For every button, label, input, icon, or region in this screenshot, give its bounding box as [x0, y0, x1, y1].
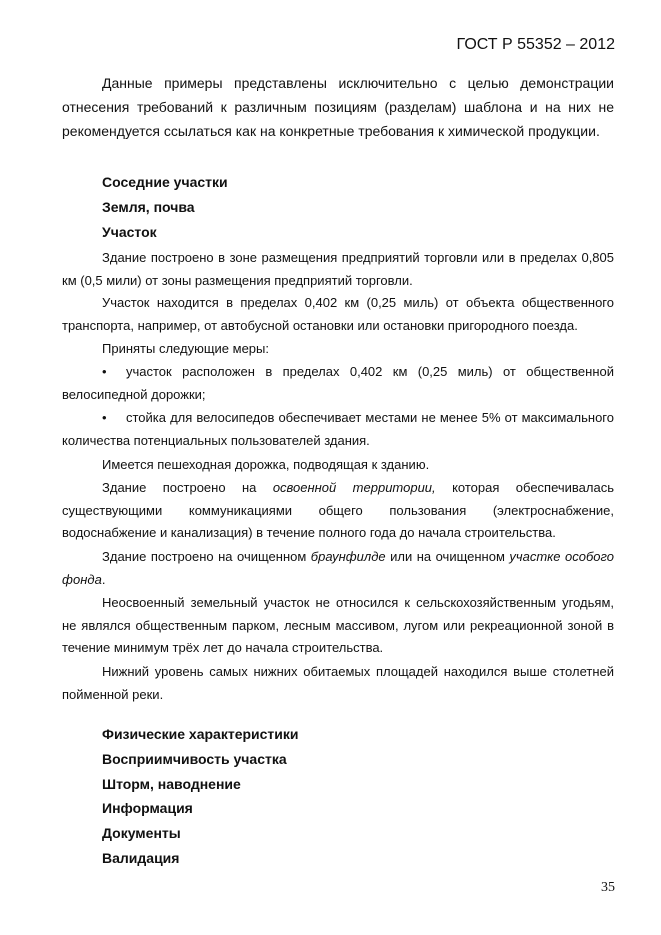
- heading-documents: Документы: [102, 825, 181, 841]
- paragraph-walkway: Имеется пешеходная дорожка, подводящая к зданию.: [102, 457, 430, 472]
- bullet-item: [62, 361, 614, 406]
- document-code: ГОСТ Р 55352 – 2012: [456, 36, 615, 53]
- intro-paragraph: Данные примеры представлены исключительно с целью демонстрации отнесения требований к различным позициям (разделам) шаблона и на них не рекомендуется ссылаться как на конкретные требования к химической продукции.: [62, 75, 614, 140]
- bullet-item: [62, 407, 614, 452]
- bullet-text: участок расположен в пределах 0,402 км (0,25 миль) от общественной велосипедной дорожки;: [62, 364, 614, 402]
- heading-site: Участок: [102, 224, 157, 240]
- heading-neighbouring-sites: Соседние участки: [102, 174, 228, 190]
- bullet-text: стойка для велосипедов обеспечивает местами не менее 5% от максимального количества потенциальных пользователей здания.: [62, 410, 614, 448]
- heading-validation: Валидация: [102, 850, 180, 866]
- paragraph-measures: Приняты следующие меры:: [102, 341, 269, 356]
- bullet-marker: •: [102, 410, 107, 425]
- heading-physical-characteristics: Физические характеристики: [102, 726, 299, 742]
- heading-storm-flood: Шторм, наводнение: [102, 776, 241, 792]
- heading-site-susceptibility: Восприимчивость участка: [102, 751, 287, 767]
- paragraph-undeveloped-land: Неосвоенный земельный участок не относился к сельскохозяйственным угодьям, не являлся общественным парком, лесным массивом, лугом или рекреационной зоной в течение минимум трёх лет до начала строительства.: [62, 595, 614, 656]
- paragraph-floodplain: Нижний уровень самых нижних обитаемых площадей находился выше столетней пойменной реки.: [62, 664, 614, 702]
- paragraph-brownfield: Здание построено на очищенном браунфилде или на очищенном участке особого фонда.: [62, 549, 615, 587]
- paragraph-trade-zone: Здание построено в зоне размещения предприятий торговли или в пределах 0,805 км (0,5 мили) от зоны размещения предприятий торговли.: [62, 250, 614, 288]
- heading-information: Информация: [102, 800, 193, 816]
- heading-land-soil: Земля, почва: [102, 199, 195, 215]
- page-number: 35: [601, 880, 615, 895]
- bullet-marker: •: [102, 364, 107, 379]
- paragraph-developed-territory: Здание построено на освоенной территории, которая обеспечивалась существующими коммуникациями общего пользования (электроснабжение, водоснабжение и канализация) в течение полного года до начала строительства.: [62, 480, 615, 541]
- paragraph-transport: Участок находится в пределах 0,402 км (0,25 миль) от объекта общественного транспорта, например, от автобусной остановки или остановки пригородного поезда.: [62, 295, 614, 333]
